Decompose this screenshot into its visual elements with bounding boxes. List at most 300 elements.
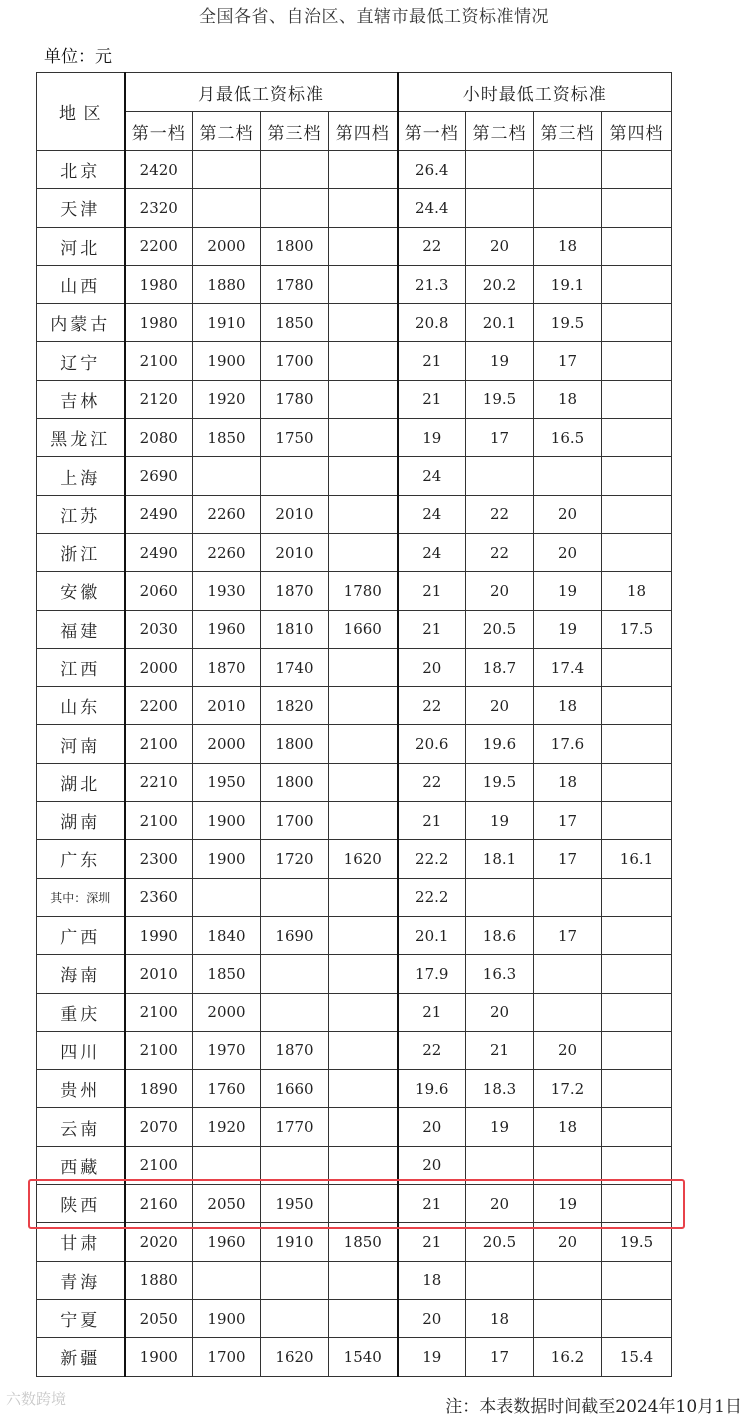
region-cell: 青海 [37,1261,125,1299]
hourly-tier-2-cell: 16.3 [466,955,534,993]
monthly-tier-2-cell: 1700 [193,1338,261,1376]
hourly-tier-4-cell [602,189,672,227]
monthly-tier-2-cell: 2000 [193,725,261,763]
hourly-tier-1-cell: 24.4 [398,189,466,227]
hourly-tier-3-cell: 18 [534,1108,602,1146]
hourly-tier-2-cell: 19 [466,342,534,380]
table-row [37,419,672,457]
monthly-tier-4-cell [329,802,398,840]
hourly-tier-1-cell: 20 [398,648,466,686]
hourly-tier-4-cell [602,227,672,265]
monthly-tier-2-cell: 1870 [193,648,261,686]
hourly-tier-1-cell: 20.8 [398,304,466,342]
hourly-tier-1-cell: 21 [398,610,466,648]
monthly-tier-1-cell: 1890 [125,1070,193,1108]
hourly-tier-2-cell: 20 [466,227,534,265]
table-row [37,457,672,495]
hourly-tier-3-cell: 18 [534,687,602,725]
highlight-box-shaanxi [28,1179,685,1229]
hourly-tier-3-cell: 17 [534,342,602,380]
monthly-tier-1-cell: 2200 [125,227,193,265]
hourly-tier-2-cell: 19.6 [466,725,534,763]
hourly-tier-3-cell: 20 [534,495,602,533]
hourly-tier-1-cell: 21 [398,1185,466,1223]
region-cell: 陕西 [37,1185,125,1223]
region-cell: 辽宁 [37,342,125,380]
hourly-tier-1-cell: 24 [398,457,466,495]
table-row [37,265,672,303]
region-cell: 江西 [37,648,125,686]
region-cell: 四川 [37,1031,125,1069]
table-row [37,916,672,954]
monthly-tier-3-cell [261,878,329,916]
region-cell: 黑龙江 [37,419,125,457]
monthly-tier-3-cell: 1780 [261,265,329,303]
table-row [37,955,672,993]
table-row [37,1070,672,1108]
monthly-tier-2-cell: 2010 [193,687,261,725]
region-cell: 内蒙古 [37,304,125,342]
monthly-tier-2-cell: 1960 [193,1223,261,1261]
monthly-tier-1-cell: 2490 [125,495,193,533]
hourly-tier-2-cell: 19.5 [466,380,534,418]
header-monthly-tier-4: 第四档 [329,112,398,151]
header-hourly-tier-1: 第一档 [398,112,466,151]
monthly-tier-4-cell: 1780 [329,572,398,610]
monthly-tier-1-cell: 2100 [125,725,193,763]
hourly-tier-2-cell: 19 [466,802,534,840]
monthly-tier-1-cell: 2050 [125,1299,193,1337]
monthly-tier-1-cell: 1990 [125,916,193,954]
monthly-tier-3-cell: 1740 [261,648,329,686]
hourly-tier-4-cell: 18 [602,572,672,610]
monthly-tier-2-cell [193,878,261,916]
hourly-tier-1-cell: 20 [398,1146,466,1184]
monthly-tier-1-cell: 2100 [125,1146,193,1184]
table-row [37,227,672,265]
hourly-tier-1-cell: 21 [398,1223,466,1261]
hourly-tier-4-cell [602,495,672,533]
monthly-tier-4-cell [329,380,398,418]
region-cell: 天津 [37,189,125,227]
monthly-tier-1-cell: 1880 [125,1261,193,1299]
hourly-tier-1-cell: 21.3 [398,265,466,303]
monthly-tier-2-cell: 1760 [193,1070,261,1108]
hourly-tier-3-cell: 17 [534,840,602,878]
monthly-tier-3-cell: 1620 [261,1338,329,1376]
monthly-tier-3-cell: 1800 [261,725,329,763]
region-cell: 山东 [37,687,125,725]
monthly-tier-3-cell [261,993,329,1031]
hourly-tier-3-cell: 17.4 [534,648,602,686]
monthly-tier-4-cell [329,151,398,189]
monthly-tier-3-cell: 1750 [261,419,329,457]
hourly-tier-1-cell: 21 [398,572,466,610]
monthly-tier-2-cell: 1900 [193,342,261,380]
monthly-tier-2-cell: 2000 [193,993,261,1031]
hourly-tier-1-cell: 20 [398,1108,466,1146]
monthly-tier-3-cell: 1870 [261,1031,329,1069]
hourly-tier-1-cell: 20 [398,1299,466,1337]
monthly-tier-4-cell [329,993,398,1031]
monthly-tier-3-cell: 1690 [261,916,329,954]
hourly-tier-3-cell: 18 [534,380,602,418]
hourly-tier-3-cell [534,189,602,227]
hourly-tier-2-cell: 21 [466,1031,534,1069]
monthly-tier-4-cell [329,1070,398,1108]
table-row [37,878,672,916]
monthly-tier-1-cell: 2020 [125,1223,193,1261]
monthly-tier-2-cell: 1930 [193,572,261,610]
hourly-tier-1-cell: 24 [398,495,466,533]
monthly-tier-4-cell [329,1299,398,1337]
hourly-tier-3-cell [534,993,602,1031]
table-row [37,1299,672,1337]
region-cell: 河南 [37,725,125,763]
hourly-tier-4-cell [602,725,672,763]
table-row [37,687,672,725]
hourly-tier-1-cell: 22 [398,763,466,801]
hourly-tier-3-cell: 19 [534,572,602,610]
hourly-tier-2-cell: 20 [466,572,534,610]
monthly-tier-3-cell: 1720 [261,840,329,878]
header-hourly-tier-2: 第二档 [466,112,534,151]
hourly-tier-1-cell: 17.9 [398,955,466,993]
region-cell: 云南 [37,1108,125,1146]
hourly-tier-3-cell: 16.2 [534,1338,602,1376]
region-cell: 上海 [37,457,125,495]
hourly-tier-4-cell [602,342,672,380]
monthly-tier-4-cell [329,457,398,495]
monthly-tier-1-cell: 1980 [125,304,193,342]
monthly-tier-2-cell [193,151,261,189]
monthly-tier-1-cell: 2320 [125,189,193,227]
monthly-tier-2-cell: 1900 [193,802,261,840]
hourly-tier-3-cell: 19.1 [534,265,602,303]
monthly-tier-2-cell: 1960 [193,610,261,648]
monthly-tier-2-cell: 1900 [193,1299,261,1337]
hourly-tier-4-cell [602,1108,672,1146]
table-row [37,610,672,648]
monthly-tier-2-cell: 1850 [193,955,261,993]
monthly-tier-4-cell [329,265,398,303]
region-cell: 湖南 [37,802,125,840]
header-hourly-tier-3: 第三档 [534,112,602,151]
hourly-tier-1-cell: 22 [398,687,466,725]
hourly-tier-3-cell: 16.5 [534,419,602,457]
monthly-tier-2-cell: 1880 [193,265,261,303]
hourly-tier-4-cell [602,763,672,801]
region-cell: 海南 [37,955,125,993]
hourly-tier-3-cell: 17.6 [534,725,602,763]
region-cell: 吉林 [37,380,125,418]
monthly-tier-3-cell: 1700 [261,342,329,380]
hourly-tier-4-cell [602,916,672,954]
table-row [37,342,672,380]
table-row [37,151,672,189]
monthly-tier-1-cell: 2200 [125,687,193,725]
hourly-tier-3-cell: 20 [534,533,602,571]
table-row [37,648,672,686]
table-row [37,189,672,227]
hourly-tier-2-cell [466,457,534,495]
header-row-groups [37,73,672,112]
hourly-tier-2-cell: 18.3 [466,1070,534,1108]
monthly-tier-3-cell: 1870 [261,572,329,610]
hourly-tier-1-cell: 22.2 [398,878,466,916]
hourly-tier-4-cell [602,1031,672,1069]
hourly-tier-3-cell: 19.5 [534,304,602,342]
hourly-tier-3-cell: 18 [534,763,602,801]
hourly-tier-4-cell [602,151,672,189]
region-cell: 西藏 [37,1146,125,1184]
table-row [37,725,672,763]
monthly-tier-4-cell [329,1031,398,1069]
hourly-tier-4-cell [602,878,672,916]
hourly-tier-1-cell: 21 [398,342,466,380]
monthly-tier-4-cell [329,763,398,801]
hourly-tier-2-cell: 18.7 [466,648,534,686]
unit-label: 单位：元 [44,47,112,67]
monthly-tier-2-cell: 1920 [193,380,261,418]
hourly-tier-3-cell [534,1299,602,1337]
hourly-tier-2-cell: 22 [466,495,534,533]
monthly-tier-1-cell: 2120 [125,380,193,418]
monthly-tier-3-cell: 1810 [261,610,329,648]
hourly-tier-1-cell: 24 [398,533,466,571]
hourly-tier-3-cell [534,151,602,189]
monthly-tier-4-cell [329,648,398,686]
hourly-tier-3-cell [534,878,602,916]
region-cell: 重庆 [37,993,125,1031]
table-row [37,1338,672,1376]
hourly-tier-1-cell: 21 [398,802,466,840]
hourly-tier-2-cell: 20.2 [466,265,534,303]
header-row-tiers [37,112,672,151]
monthly-tier-3-cell: 1770 [261,1108,329,1146]
table-row [37,993,672,1031]
table-row [37,802,672,840]
header-region: 地 区 [37,73,125,151]
monthly-tier-2-cell: 1850 [193,419,261,457]
hourly-tier-2-cell: 22 [466,533,534,571]
monthly-tier-1-cell: 1980 [125,265,193,303]
hourly-tier-4-cell [602,993,672,1031]
monthly-tier-4-cell [329,304,398,342]
hourly-tier-2-cell: 20.1 [466,304,534,342]
hourly-tier-1-cell: 19.6 [398,1070,466,1108]
monthly-tier-4-cell [329,342,398,380]
monthly-tier-1-cell: 1900 [125,1338,193,1376]
table-row [37,380,672,418]
hourly-tier-2-cell: 20 [466,687,534,725]
region-cell: 江苏 [37,495,125,533]
region-cell: 新疆 [37,1338,125,1376]
hourly-tier-4-cell: 16.1 [602,840,672,878]
hourly-tier-1-cell: 18 [398,1261,466,1299]
footnote: 注：本表数据时间截至2024年10月1日 [445,1397,742,1417]
monthly-tier-4-cell [329,955,398,993]
hourly-tier-1-cell: 20.6 [398,725,466,763]
monthly-tier-2-cell: 1900 [193,840,261,878]
hourly-tier-2-cell [466,1261,534,1299]
hourly-tier-4-cell [602,304,672,342]
monthly-tier-3-cell: 1850 [261,304,329,342]
hourly-tier-4-cell: 19.5 [602,1223,672,1261]
region-cell: 甘肃 [37,1223,125,1261]
monthly-tier-1-cell: 2000 [125,648,193,686]
region-cell: 贵州 [37,1070,125,1108]
region-cell: 广东 [37,840,125,878]
hourly-tier-4-cell [602,1299,672,1337]
hourly-tier-3-cell: 20 [534,1223,602,1261]
hourly-tier-2-cell: 20.5 [466,610,534,648]
hourly-tier-3-cell: 20 [534,1031,602,1069]
header-monthly-tier-1: 第一档 [125,112,193,151]
hourly-tier-1-cell: 20.1 [398,916,466,954]
monthly-tier-3-cell [261,151,329,189]
monthly-tier-4-cell [329,1108,398,1146]
hourly-tier-2-cell [466,878,534,916]
monthly-tier-2-cell: 2260 [193,495,261,533]
monthly-tier-3-cell: 2010 [261,533,329,571]
hourly-tier-3-cell: 19 [534,1185,602,1223]
monthly-tier-1-cell: 2300 [125,840,193,878]
monthly-tier-4-cell [329,1261,398,1299]
monthly-tier-4-cell [329,533,398,571]
region-cell: 山西 [37,265,125,303]
monthly-tier-4-cell: 1620 [329,840,398,878]
monthly-tier-4-cell [329,687,398,725]
monthly-tier-3-cell: 1820 [261,687,329,725]
monthly-tier-3-cell: 2010 [261,495,329,533]
monthly-tier-3-cell [261,457,329,495]
monthly-tier-4-cell [329,227,398,265]
monthly-tier-3-cell: 1780 [261,380,329,418]
hourly-tier-2-cell: 20.5 [466,1223,534,1261]
monthly-tier-3-cell: 1800 [261,227,329,265]
monthly-tier-1-cell: 2070 [125,1108,193,1146]
hourly-tier-2-cell: 18.6 [466,916,534,954]
monthly-tier-4-cell [329,189,398,227]
monthly-tier-2-cell [193,1261,261,1299]
monthly-tier-2-cell: 1950 [193,763,261,801]
region-cell: 湖北 [37,763,125,801]
hourly-tier-4-cell [602,533,672,571]
hourly-tier-1-cell: 21 [398,993,466,1031]
monthly-tier-1-cell: 2690 [125,457,193,495]
monthly-tier-3-cell [261,1299,329,1337]
hourly-tier-2-cell [466,189,534,227]
hourly-tier-2-cell: 20 [466,993,534,1031]
region-cell: 广西 [37,916,125,954]
table-row [37,1031,672,1069]
hourly-tier-2-cell [466,151,534,189]
table-row [37,533,672,571]
monthly-tier-3-cell: 1700 [261,802,329,840]
monthly-tier-1-cell: 2160 [125,1185,193,1223]
hourly-tier-3-cell: 17 [534,802,602,840]
region-cell: 其中：深圳 [37,878,125,916]
monthly-tier-4-cell: 1540 [329,1338,398,1376]
hourly-tier-3-cell [534,1261,602,1299]
monthly-tier-1-cell: 2360 [125,878,193,916]
monthly-tier-1-cell: 2100 [125,802,193,840]
monthly-tier-4-cell [329,495,398,533]
monthly-tier-3-cell: 1800 [261,763,329,801]
page-title: 全国各省、自治区、直辖市最低工资标准情况 [199,7,549,27]
monthly-tier-2-cell: 1910 [193,304,261,342]
monthly-tier-3-cell: 1910 [261,1223,329,1261]
monthly-tier-3-cell [261,955,329,993]
monthly-tier-1-cell: 2060 [125,572,193,610]
monthly-tier-1-cell: 2100 [125,1031,193,1069]
hourly-tier-1-cell: 19 [398,1338,466,1376]
hourly-tier-1-cell: 22.2 [398,840,466,878]
hourly-tier-3-cell: 18 [534,227,602,265]
header-monthly-tier-3: 第三档 [261,112,329,151]
monthly-tier-1-cell: 2490 [125,533,193,571]
hourly-tier-4-cell [602,1070,672,1108]
hourly-tier-1-cell: 22 [398,227,466,265]
hourly-tier-1-cell: 21 [398,380,466,418]
region-cell: 福建 [37,610,125,648]
table-row [37,1108,672,1146]
monthly-tier-1-cell: 2210 [125,763,193,801]
hourly-tier-2-cell: 19 [466,1108,534,1146]
hourly-tier-2-cell: 20 [466,1185,534,1223]
monthly-tier-2-cell: 1970 [193,1031,261,1069]
hourly-tier-4-cell [602,687,672,725]
monthly-tier-2-cell: 1840 [193,916,261,954]
monthly-tier-2-cell: 1920 [193,1108,261,1146]
hourly-tier-3-cell: 17 [534,916,602,954]
header-monthly: 月最低工资标准 [125,73,398,112]
monthly-tier-3-cell: 1660 [261,1070,329,1108]
header-monthly-tier-2: 第二档 [193,112,261,151]
monthly-tier-1-cell: 2420 [125,151,193,189]
monthly-tier-4-cell [329,916,398,954]
hourly-tier-1-cell: 19 [398,419,466,457]
table-row [37,763,672,801]
hourly-tier-2-cell: 18.1 [466,840,534,878]
monthly-tier-3-cell [261,1261,329,1299]
monthly-tier-4-cell [329,878,398,916]
monthly-tier-2-cell [193,189,261,227]
monthly-tier-4-cell: 1660 [329,610,398,648]
region-cell: 河北 [37,227,125,265]
hourly-tier-1-cell: 26.4 [398,151,466,189]
monthly-tier-4-cell: 1850 [329,1223,398,1261]
monthly-tier-2-cell: 2260 [193,533,261,571]
hourly-tier-2-cell: 18 [466,1299,534,1337]
monthly-tier-1-cell: 2030 [125,610,193,648]
monthly-tier-4-cell [329,419,398,457]
hourly-tier-3-cell: 19 [534,610,602,648]
watermark-logo: 六数跨境 [6,1390,67,1408]
header-hourly: 小时最低工资标准 [398,73,672,112]
monthly-tier-1-cell: 2010 [125,955,193,993]
monthly-tier-1-cell: 2100 [125,993,193,1031]
monthly-tier-2-cell: 2050 [193,1185,261,1223]
monthly-tier-3-cell: 1950 [261,1185,329,1223]
hourly-tier-3-cell: 17.2 [534,1070,602,1108]
table-row [37,840,672,878]
monthly-tier-2-cell [193,457,261,495]
hourly-tier-2-cell: 17 [466,419,534,457]
hourly-tier-4-cell [602,457,672,495]
table-row [37,572,672,610]
